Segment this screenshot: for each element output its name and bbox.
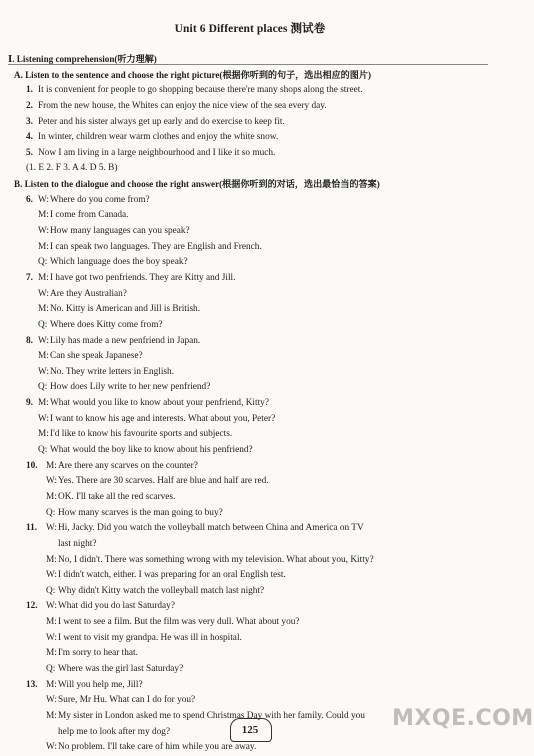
dialogue-text: I have got two penfriends. They are Kitty and Jill. [50, 272, 236, 283]
question-number: 9. [26, 398, 33, 409]
dialogue-text: What would you like to know about your penfriend, Kitty? [50, 398, 269, 409]
question-number: 4. [26, 132, 33, 143]
dialogue-line [0, 506, 500, 522]
dialogue-line [0, 490, 500, 506]
dialogue-line [0, 255, 500, 271]
dialogue-line [0, 396, 500, 412]
dialogue-line [0, 615, 500, 631]
dialogue-text: I went to visit my grandpa. He was ill in hospital. [58, 632, 242, 643]
question-text: It is convenient for people to go shopping because there're many shops along the street. [38, 85, 363, 96]
dialogue-text: What did you do last Saturday? [58, 601, 175, 612]
dialogue-text: Can she speak Japanese? [50, 351, 143, 362]
page-number: 125 [241, 724, 259, 736]
dialogue-text: I'm sorry to hear that. [58, 648, 138, 659]
speaker-label: M: [38, 304, 49, 315]
dialogue-line [0, 678, 500, 694]
speaker-label: Q: [38, 319, 48, 330]
dialogue-line [0, 365, 500, 381]
question-number: 3. [26, 116, 33, 127]
speaker-label: M: [38, 398, 49, 409]
question-item [0, 99, 500, 115]
speaker-label: Q: [38, 445, 48, 456]
dialogue-line [0, 646, 500, 662]
speaker-label: W: [38, 226, 50, 237]
speaker-label: W: [46, 570, 58, 581]
watermark: MXQE.COM [392, 706, 534, 731]
dialogue-line [0, 412, 500, 428]
dialogue-line [0, 271, 500, 287]
question-item [0, 83, 500, 99]
speaker-label: M: [46, 648, 57, 659]
dialogue-line [0, 427, 500, 443]
speaker-label: W: [38, 366, 50, 377]
dialogue-text: Lily has made a new penfriend in Japan. [50, 335, 201, 346]
speaker-label: W: [46, 523, 58, 534]
dialogue-text: I can speak two languages. They are English and French. [50, 241, 262, 252]
dialogue-text: Where does Kitty come from? [50, 319, 163, 330]
dialogue-text: How many scarves is the man going to buy? [58, 507, 223, 518]
dialogue-line [0, 474, 500, 490]
dialogue-line [0, 537, 500, 553]
speaker-label: M: [46, 554, 57, 565]
question-number: 12. [26, 601, 38, 612]
document-body [0, 52, 500, 756]
dialogue-line [0, 208, 500, 224]
question-number: 6. [26, 194, 33, 205]
dialogue-text: Are they Australian? [50, 288, 127, 299]
dialogue-text: Sure, Mr Hu. What can I do for you? [58, 695, 196, 706]
dialogue-line [0, 302, 500, 318]
dialogue-text: I come from Canada. [50, 210, 129, 221]
dialogue-text: No. They write letters in English. [50, 366, 175, 377]
speaker-label: W: [38, 413, 50, 424]
speaker-label: Q: [46, 507, 56, 518]
speaker-label: M: [38, 351, 49, 362]
speaker-label: W: [38, 288, 50, 299]
page-title: Unit 6 Different places 测试卷 [174, 23, 326, 35]
speaker-label: M: [46, 617, 57, 628]
dialogue-line [0, 740, 500, 756]
dialogue-line [0, 599, 500, 615]
dialogue-text: I'd like to know his favourite sports and subjects. [50, 429, 233, 440]
speaker-label: M: [46, 679, 57, 690]
speaker-label: M: [46, 710, 57, 721]
question-number: 8. [26, 335, 33, 346]
dialogue-text: Yes. There are 30 scarves. Half are blue and half are red. [58, 476, 269, 487]
dialogue-text: Where do you come from? [50, 194, 150, 205]
speaker-label: M: [46, 460, 57, 471]
dialogue-line [0, 334, 500, 350]
question-number: 2. [26, 100, 33, 111]
speaker-label: W: [46, 632, 58, 643]
dialogue-line [0, 521, 500, 537]
dialogue-line [0, 193, 500, 209]
section-heading: Ⅰ. Listening comprehension(听力理解) [8, 54, 157, 64]
question-item [0, 130, 500, 146]
dialogue-line [0, 380, 500, 396]
dialogue-line [0, 631, 500, 647]
speaker-label: M: [38, 429, 49, 440]
speaker-label: M: [38, 241, 49, 252]
speaker-label: M: [38, 272, 49, 283]
dialogue-line [0, 240, 500, 256]
dialogue-line [0, 443, 500, 459]
question-number: 5. [26, 147, 33, 158]
speaker-label: W: [46, 476, 58, 487]
dialogue-line [0, 459, 500, 475]
part-a-heading: A. Listen to the sentence and choose the right picture(根据你听到的句子，选出相应的图片) [14, 69, 371, 80]
dialogue-line [0, 662, 500, 678]
question-number: 1. [26, 85, 33, 96]
dialogue-text: I went to see a film. But the film was very dull. What about you? [58, 617, 300, 628]
question-text: From the new house, the Whites can enjoy the nice view of the sea every day. [38, 100, 327, 111]
dialogue-text: Where was the girl last Saturday? [58, 663, 184, 674]
dialogue-text: Why didn't Kitty watch the volleyball match last night? [58, 585, 265, 596]
speaker-label: Q: [38, 382, 48, 393]
part-a-answers: (1. E 2. F 3. A 4. D 5. B) [26, 163, 118, 174]
question-number: 11. [26, 523, 38, 534]
dialogue-text: No problem. I'll take care of him while you are away. [58, 742, 257, 753]
speaker-label: M: [38, 210, 49, 221]
question-text: Peter and his sister always get up early and do exercise to keep fit. [38, 116, 285, 127]
dialogue-text: I didn't watch, either. I was preparing for an oral English test. [58, 570, 286, 581]
dialogue-text: How many languages can you speak? [50, 226, 190, 237]
question-number: 13. [26, 679, 38, 690]
dialogue-text: last night? [58, 538, 97, 549]
question-text: In winter, children wear warm clothes and enjoy the white snow. [38, 132, 279, 143]
dialogue-text: I want to know his age and interests. What about you, Peter? [50, 413, 276, 424]
dialogue-text: Which language does the boy speak? [50, 257, 188, 268]
speaker-label: Q: [46, 663, 56, 674]
dialogue-line [0, 553, 500, 569]
dialogue-text: Will you help me, Jill? [58, 679, 143, 690]
question-item [0, 146, 500, 162]
question-item [0, 115, 500, 131]
dialogue-text: Are there any scarves on the counter? [58, 460, 198, 471]
question-number: 10. [26, 460, 38, 471]
dialogue-line [0, 318, 500, 334]
dialogue-line [0, 349, 500, 365]
dialogue-line [0, 568, 500, 584]
speaker-label: W: [46, 695, 58, 706]
question-text: Now I am living in a large neighbourhood and I like it so much. [38, 147, 276, 158]
speaker-label: Q: [46, 585, 56, 596]
dialogue-text: What would the boy like to know about his penfriend? [50, 445, 253, 456]
dialogue-line [0, 584, 500, 600]
speaker-label: W: [46, 601, 58, 612]
dialogue-line [0, 224, 500, 240]
speaker-label: W: [38, 194, 50, 205]
speaker-label: W: [46, 742, 58, 753]
speaker-label: Q: [38, 257, 48, 268]
part-b-heading: B. Listen to the dialogue and choose the right answer(根据你听到的对话，选出最恰当的答案) [14, 179, 380, 190]
dialogue-text: help me to look after my dog? [58, 726, 171, 737]
dialogue-text: Hi, Jacky. Did you watch the volleyball match between China and America on TV [58, 523, 364, 534]
speaker-label: M: [46, 491, 57, 502]
dialogue-text: No, I didn't. There was something wrong with my television. What about you, Kitty? [58, 554, 374, 565]
dialogue-text: How does Lily write to her new penfriend? [50, 382, 211, 393]
dialogue-text: OK. I'll take all the red scarves. [58, 491, 176, 502]
speaker-label: W: [38, 335, 50, 346]
dialogue-text: My sister in London asked me to spend Christmas Day with her family. Could you [58, 710, 365, 721]
dialogue-line [0, 287, 500, 303]
dialogue-text: No. Kitty is American and Jill is British. [50, 304, 201, 315]
question-number: 7. [26, 272, 33, 283]
